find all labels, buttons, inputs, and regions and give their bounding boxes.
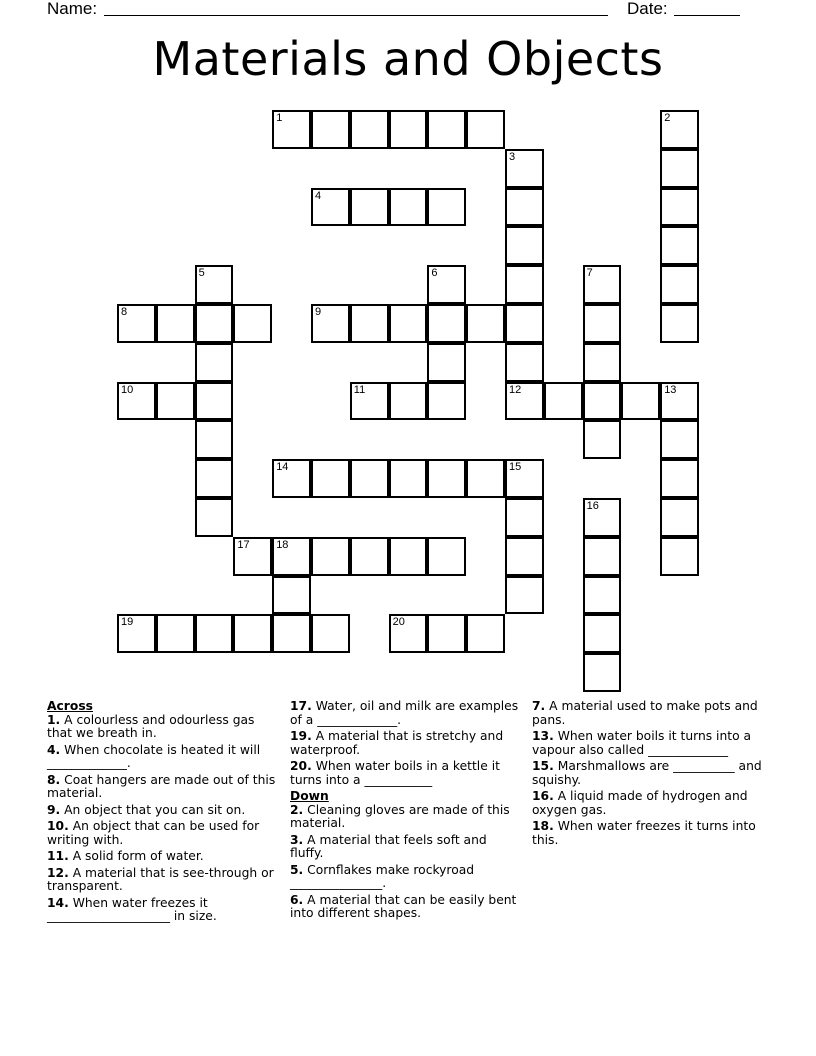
cell-number: 1 <box>276 112 283 124</box>
crossword-cell[interactable] <box>583 265 622 304</box>
cell-number: 17 <box>237 538 250 551</box>
clue-text: A colourless and odourless gas that we breath in. <box>47 712 255 740</box>
clue-text: A material that can be easily bent into different shapes. <box>290 892 517 920</box>
crossword-cell[interactable] <box>311 110 350 149</box>
clue-item <box>290 700 520 727</box>
clue-number: 14. <box>47 895 69 910</box>
clue-text: When water boils it turns into a vapour also called _____________ <box>532 729 752 757</box>
cell-number: 14 <box>276 461 289 474</box>
clue-item <box>532 730 762 757</box>
crossword-cell[interactable] <box>583 498 622 537</box>
clue-item <box>47 820 279 847</box>
cell-number: 19 <box>121 616 134 629</box>
crossword-cell[interactable] <box>311 614 350 653</box>
clue-item <box>290 804 520 831</box>
crossword-cell[interactable] <box>466 304 505 343</box>
crossword-cell[interactable] <box>660 110 699 149</box>
cell-number: 16 <box>586 500 599 512</box>
crossword-cell[interactable] <box>427 614 466 653</box>
crossword-cell[interactable] <box>660 265 699 304</box>
crossword-cell[interactable] <box>505 265 544 304</box>
clue-number: 16. <box>532 789 554 803</box>
crossword-cell[interactable] <box>389 304 428 343</box>
header <box>0 0 816 22</box>
clue-number: 17. <box>290 699 312 713</box>
clue-number: 12. <box>47 865 69 880</box>
clue-text: Marshmallows are __________ and squishy. <box>532 759 762 787</box>
clue-text: Cleaning gloves are made of this material. <box>290 802 510 830</box>
cell-number: 12 <box>509 383 522 396</box>
clue-text: An object that can be used for writing with. <box>47 819 260 847</box>
clue-text: Cornflakes make rockyroad _______________. <box>290 862 475 890</box>
clue-number: 4. <box>47 742 61 757</box>
crossword-cell[interactable] <box>195 420 234 459</box>
clue-item <box>47 850 279 864</box>
clue-number: 15. <box>532 759 554 773</box>
clue-item <box>47 774 279 801</box>
clue-text: When water freezes it ____________________ in size. <box>47 895 217 923</box>
crossword-cell[interactable] <box>505 149 544 188</box>
clue-number: 6. <box>290 892 304 907</box>
clue-number: 1. <box>47 712 61 727</box>
clue-item <box>47 897 279 924</box>
clue-text: When water freezes it turns into this. <box>532 819 756 847</box>
crossword-cell[interactable] <box>466 110 505 149</box>
crossword-cell[interactable] <box>505 459 544 498</box>
cell-number: 11 <box>353 383 366 396</box>
clue-item <box>532 760 762 787</box>
clue-item <box>532 790 762 817</box>
clue-number: 19. <box>290 729 312 743</box>
crossword-cell[interactable] <box>660 420 699 459</box>
crossword-cell[interactable] <box>272 576 311 615</box>
crossword-cell[interactable] <box>505 304 544 343</box>
crossword-cell[interactable] <box>389 188 428 227</box>
crossword-cell[interactable] <box>621 382 660 421</box>
crossword-cell[interactable] <box>350 537 389 576</box>
clue-number: 3. <box>290 832 304 847</box>
clue-text: When chocolate is heated it will _____________. <box>47 742 261 770</box>
clue-item <box>290 894 520 921</box>
crossword-cell[interactable] <box>195 459 234 498</box>
crossword-cell[interactable] <box>389 537 428 576</box>
clue-section-heading: Across <box>47 699 93 713</box>
name-field[interactable] <box>104 15 608 16</box>
crossword-cell[interactable] <box>117 382 156 421</box>
crossword-cell[interactable] <box>466 614 505 653</box>
crossword-cell[interactable] <box>117 304 156 343</box>
clue-text: A solid form of water. <box>68 849 204 863</box>
clue-number: 8. <box>47 772 61 787</box>
crossword-cell[interactable] <box>660 304 699 343</box>
clue-item <box>290 834 520 861</box>
crossword-cell[interactable] <box>195 382 234 421</box>
crossword-cell[interactable] <box>427 265 466 304</box>
clue-number: 7. <box>532 699 546 713</box>
crossword-cell[interactable] <box>233 304 272 343</box>
cell-number: 10 <box>121 383 134 396</box>
cell-number: 6 <box>431 267 438 280</box>
crossword-cell[interactable] <box>660 537 699 576</box>
crossword-cell[interactable] <box>583 653 622 692</box>
crossword-cell[interactable] <box>117 614 156 653</box>
crossword-cell[interactable] <box>311 459 350 498</box>
crossword-cell[interactable] <box>427 459 466 498</box>
clue-number: 18. <box>532 819 554 833</box>
cell-number: 5 <box>198 267 205 280</box>
crossword-cell[interactable] <box>583 537 622 576</box>
clues-column-3 <box>532 700 762 850</box>
clues-column-2 <box>290 700 520 924</box>
crossword-cell[interactable] <box>505 498 544 537</box>
clue-number: 20. <box>290 759 312 773</box>
cell-number: 4 <box>315 189 322 202</box>
crossword-cell[interactable] <box>505 537 544 576</box>
crossword-cell[interactable] <box>195 343 234 382</box>
crossword-cell[interactable] <box>350 304 389 343</box>
clue-text: A liquid made of hydrogen and oxygen gas. <box>532 789 748 817</box>
clue-number: 9. <box>47 802 61 817</box>
crossword-cell[interactable] <box>583 343 622 382</box>
clue-item <box>47 867 279 894</box>
crossword-cell[interactable] <box>195 265 234 304</box>
cell-number: 18 <box>276 538 289 551</box>
clue-item <box>47 744 279 771</box>
clue-number: 11. <box>47 849 69 863</box>
crossword-cell[interactable] <box>389 382 428 421</box>
crossword-cell[interactable] <box>544 382 583 421</box>
crossword-cell[interactable] <box>505 343 544 382</box>
clue-text: Water, oil and milk are examples of a _____________. <box>290 699 519 727</box>
crossword-cell[interactable] <box>660 188 699 227</box>
crossword-cell[interactable] <box>195 304 234 343</box>
crossword-cell[interactable] <box>660 459 699 498</box>
clue-item <box>290 730 520 757</box>
crossword-cell[interactable] <box>272 459 311 498</box>
cell-number: 20 <box>392 616 405 629</box>
clue-text: Coat hangers are made out of this material. <box>47 772 276 800</box>
clue-text: When water boils in a kettle it turns into a ___________ <box>290 759 500 787</box>
crossword-cell[interactable] <box>233 537 272 576</box>
clue-item <box>290 864 520 891</box>
crossword-cell[interactable] <box>389 614 428 653</box>
cell-number: 7 <box>586 267 593 280</box>
clue-text: A material that is see-through or transparent. <box>47 865 274 893</box>
date-field[interactable] <box>674 15 740 16</box>
crossword-cell[interactable] <box>505 188 544 227</box>
crossword-cell[interactable] <box>311 537 350 576</box>
crossword-cell[interactable] <box>272 614 311 653</box>
crossword-cell[interactable] <box>311 304 350 343</box>
crossword-cell[interactable] <box>427 188 466 227</box>
crossword-cell[interactable] <box>466 459 505 498</box>
clue-number: 10. <box>47 819 69 833</box>
crossword-cell[interactable] <box>583 576 622 615</box>
clue-text: A material used to make pots and pans. <box>532 699 758 727</box>
clue-item <box>290 760 520 787</box>
crossword-cell[interactable] <box>505 382 544 421</box>
clue-item <box>47 804 279 818</box>
clue-number: 2. <box>290 802 304 817</box>
crossword-cell[interactable] <box>583 614 622 653</box>
crossword-cell[interactable] <box>583 420 622 459</box>
crossword-cell[interactable] <box>427 304 466 343</box>
cell-number: 13 <box>664 383 677 396</box>
crossword-cell[interactable] <box>389 459 428 498</box>
name-label: Name: <box>47 0 98 18</box>
crossword-cell[interactable] <box>660 498 699 537</box>
crossword-cell[interactable] <box>350 382 389 421</box>
crossword-cell[interactable] <box>583 382 622 421</box>
clue-text: A material that is stretchy and waterproof. <box>290 729 504 757</box>
crossword-cell[interactable] <box>272 537 311 576</box>
crossword-cell[interactable] <box>272 110 311 149</box>
clue-text: An object that you can sit on. <box>60 802 246 817</box>
cell-number: 15 <box>509 461 522 474</box>
clue-number: 13. <box>532 729 554 743</box>
crossword-cell[interactable] <box>195 498 234 537</box>
crossword-cell[interactable] <box>350 188 389 227</box>
crossword-cell[interactable] <box>505 226 544 265</box>
crossword-cell[interactable] <box>660 149 699 188</box>
cell-number: 8 <box>121 306 128 318</box>
crossword-cell[interactable] <box>660 382 699 421</box>
clue-number: 5. <box>290 862 304 877</box>
crossword-cell[interactable] <box>233 614 272 653</box>
clue-item <box>47 714 279 741</box>
crossword-cell[interactable] <box>156 304 195 343</box>
clue-section-heading: Down <box>290 789 329 803</box>
crossword-cell[interactable] <box>427 382 466 421</box>
clue-item <box>532 820 762 847</box>
crossword-cell[interactable] <box>195 614 234 653</box>
crossword-cell[interactable] <box>427 537 466 576</box>
clue-item <box>532 700 762 727</box>
clue-text: A material that feels soft and fluffy. <box>290 832 487 860</box>
crossword-cell[interactable] <box>389 110 428 149</box>
crossword-cell[interactable] <box>427 343 466 382</box>
clues-column-1 <box>47 700 279 927</box>
crossword-cell[interactable] <box>156 614 195 653</box>
date-label: Date: <box>627 0 668 18</box>
cell-number: 2 <box>664 112 671 124</box>
crossword-cell[interactable] <box>350 110 389 149</box>
page-title: Materials and Objects <box>152 32 664 86</box>
crossword-cell[interactable] <box>660 226 699 265</box>
crossword-cell[interactable] <box>505 576 544 615</box>
crossword-cell[interactable] <box>156 382 195 421</box>
cell-number: 9 <box>315 306 322 318</box>
crossword-cell[interactable] <box>427 110 466 149</box>
crossword-cell[interactable] <box>311 188 350 227</box>
cell-number: 3 <box>509 150 516 163</box>
crossword-cell[interactable] <box>350 459 389 498</box>
crossword-cell[interactable] <box>583 304 622 343</box>
